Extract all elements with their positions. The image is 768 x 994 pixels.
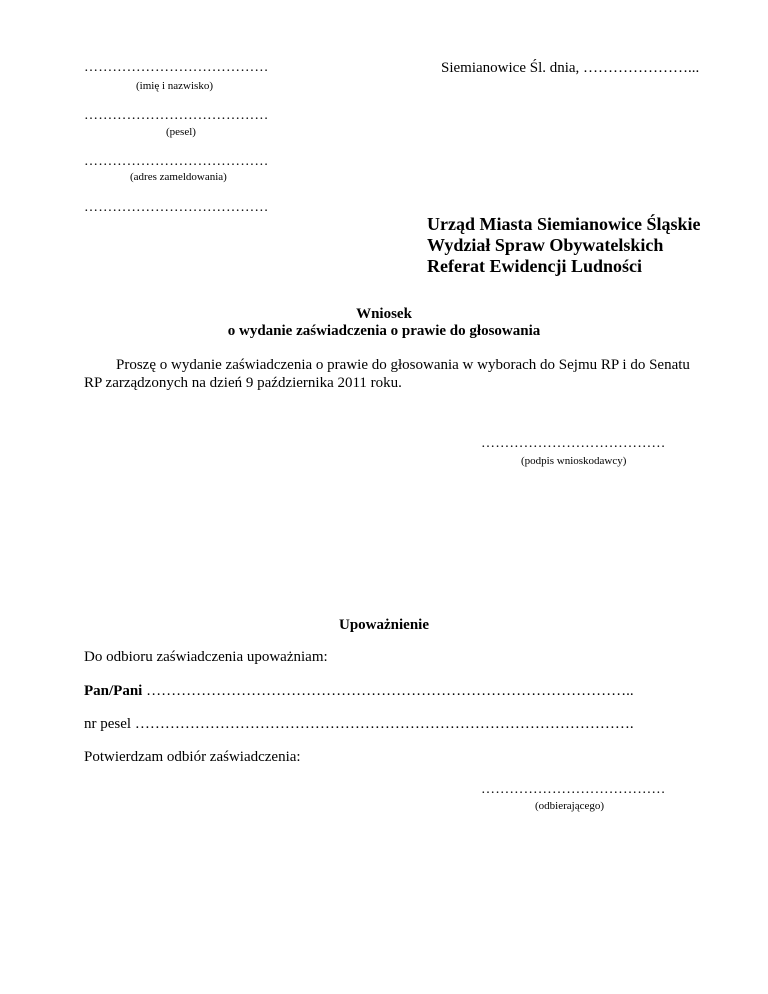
authorized-pesel-row [84,716,634,733]
authorization-intro: Do odbioru zaświadczenia upoważniam: [84,649,328,665]
applicant-signature-caption: (podpis wnioskodawcy) [521,455,627,467]
request-subtitle: o wydanie zaświadczenia o prawie do głosowania [227,323,541,339]
address-caption: (adres zameldowania) [130,171,227,183]
recipient-signature-caption: (odbierającego) [535,800,605,812]
address-line: ………………………………… [84,154,269,169]
receipt-confirmation: Potwierdzam odbiór zaświadczenia: [84,749,301,765]
authorized-pesel-label: nr pesel [84,716,132,732]
applicant-signature-line: ………………………………… [481,436,666,451]
authorization-title: Upoważnienie [339,617,429,633]
addressee-line-2: Wydział Spraw Obywatelskich [427,235,664,255]
name-caption: (imię i nazwisko) [136,80,213,92]
authorized-person-row [84,683,634,700]
place-date: Siemianowice Śl. dnia, …………………... [441,60,700,76]
request-body: Proszę o wydanie zaświadczenia o prawie do głosowania w wyborach do Sejmu RP i do Senatu RP zarządzonych na dzień 9 października 2011 roku. [84,357,690,391]
authorized-person-dots: …………………………………………………………………………………….. [146,683,634,699]
addressee-line-1: Urząd Miasta Siemianowice Śląskie [427,214,701,234]
pesel-line: ………………………………… [84,108,269,123]
addressee-line-3: Referat Ewidencji Ludności [427,256,642,276]
name-line: ………………………………… [84,60,269,75]
recipient-signature-line: ………………………………… [481,782,666,797]
pesel-caption: (pesel) [166,126,196,138]
authorized-pesel-dots: ………………………………………………………………………………………. [134,716,634,732]
addressee-block [427,214,700,277]
request-title: Wniosek [356,306,412,322]
authorized-person-label: Pan/Pani [84,683,143,699]
extra-address-line: ………………………………… [84,200,269,215]
